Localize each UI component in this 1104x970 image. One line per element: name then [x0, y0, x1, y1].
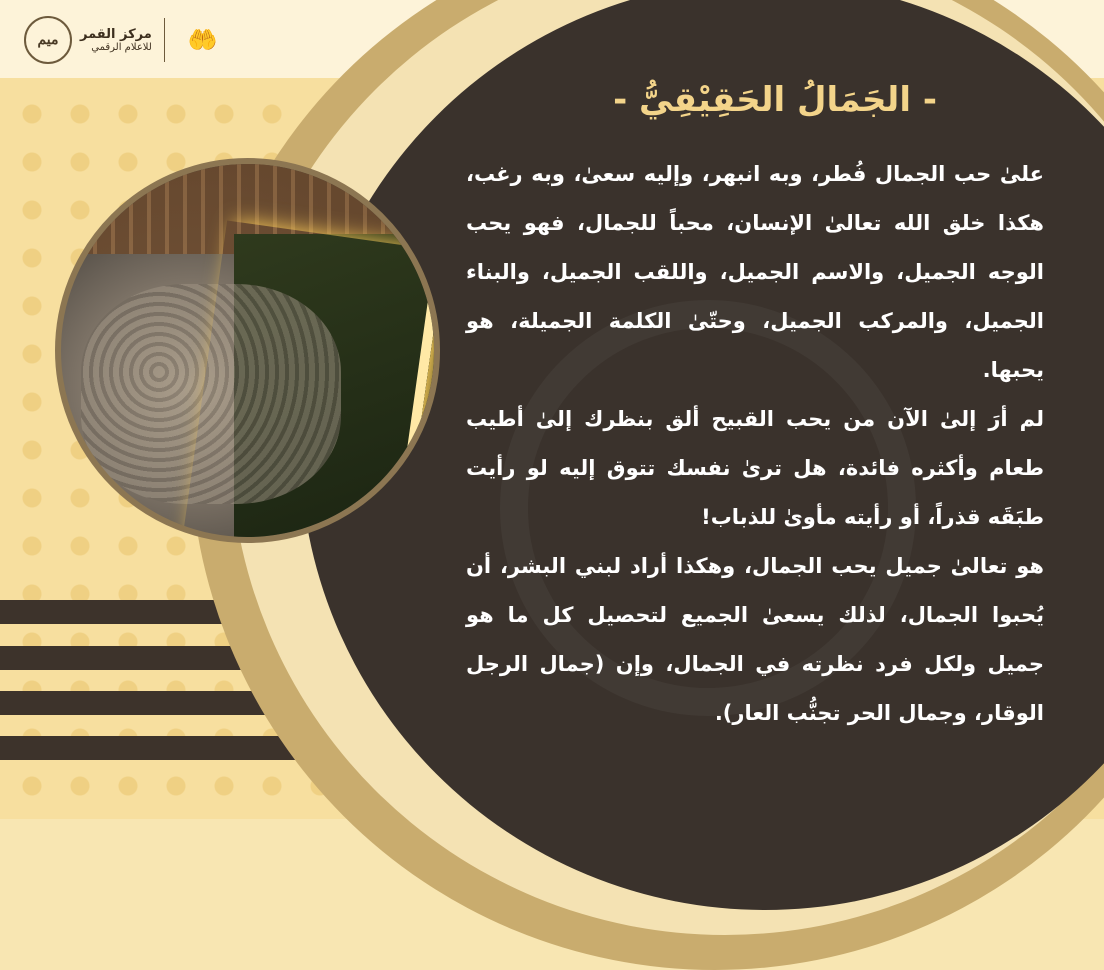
- center-name: مركز القمر: [80, 27, 152, 42]
- article-body: [466, 150, 1044, 738]
- moon-center-logo-text: [80, 27, 152, 53]
- moon-center-logo-icon: [24, 16, 72, 64]
- page-title: - الجَمَالُ الحَقِيْقِيُّ -: [613, 80, 937, 120]
- center-subtitle: للاعلام الرقمي: [91, 42, 152, 53]
- photo-light-strip: [177, 220, 440, 543]
- paragraph-1: علىٰ حب الجمال فُطر، وبه انبهر، وإليه سعىٰ، وبه رغب، هكذا خلق الله تعالىٰ الإنسان، محباً للجمال، فهو يحب الوجه الجميل، والاسم الجميل، واللقب الجميل، والبناء الجميل، والمركب الجميل، وحتّىٰ الكلمة الجميلة، هو يحبها.: [466, 162, 1044, 382]
- stripe-4: [0, 736, 300, 760]
- garden-path-photo: [55, 158, 440, 543]
- header-logos: [24, 12, 229, 68]
- paragraph-2: لم أرَ إلىٰ الآن من يحب القبيح ألق بنظرك إلىٰ أطيب طعام وأكثره فائدة، هل ترىٰ نفسك تتوق إليه لو رأيت طبَقَه قذراً، أو رأيته مأوىٰ للذباب!: [466, 407, 1044, 529]
- paragraph-3: هو تعالىٰ جميل يحب الجمال، وهكذا أراد لبني البشر، أن يُحبوا الجمال، لذلك يسعىٰ الجميع لتحصيل كل ما هو جميل ولكل فرد نظرته في الجمال، وإن (جمال الرجل الوقار، وجمال الحر تجنُّب العار).: [466, 554, 1044, 725]
- logo-mark: ميم: [37, 32, 59, 48]
- logo-divider: [164, 18, 165, 62]
- hands-heart-logo-icon: 🤲: [187, 26, 218, 54]
